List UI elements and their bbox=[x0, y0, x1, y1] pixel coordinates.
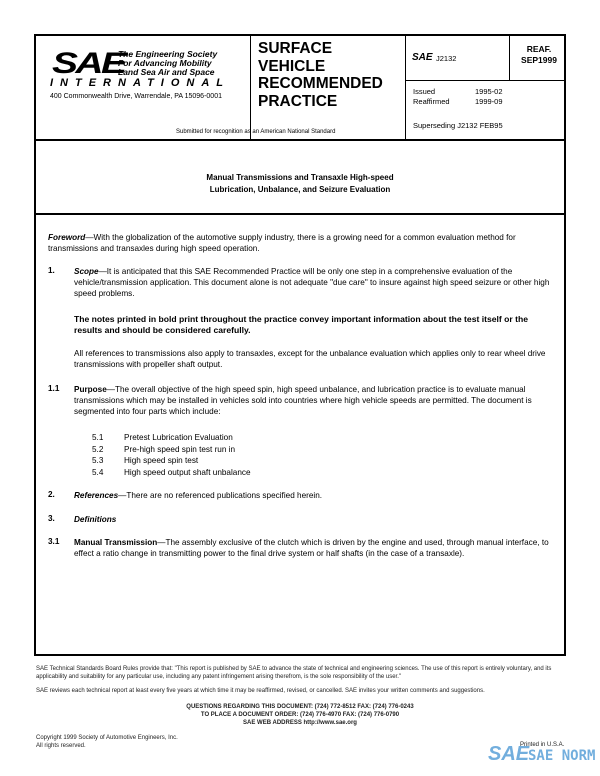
paragraph: All references to transmissions also apply to transaxles, except for the unbalance evaluation which applies only to rear wheel drive transmissions with propeller shaft output. bbox=[74, 349, 546, 369]
item-text: High speed output shaft unbalance bbox=[124, 467, 251, 477]
section-number: 3.1 bbox=[48, 537, 60, 546]
section-text: —The assembly exclusive of the clutch which is driven by the engine and used, through manual interface, to effect a ratio change in transmitting power to the final drive system or half shafts (in the case of a transaxle). bbox=[74, 538, 549, 558]
item-number: 5.4 bbox=[92, 467, 104, 477]
item-text: Pre-high speed spin test run in bbox=[124, 444, 236, 454]
foreword-heading: Foreword bbox=[48, 233, 86, 242]
sae-watermark-logo: SAE bbox=[488, 743, 530, 765]
title-line: PRACTICE bbox=[258, 92, 338, 110]
divider bbox=[34, 213, 566, 215]
item-text: Pretest Lubrication Evaluation bbox=[124, 433, 233, 442]
printed-in: Printed in U.S.A. bbox=[520, 742, 565, 748]
section-text: —There are no referenced publications specified herein. bbox=[118, 491, 323, 500]
section-number: 2. bbox=[48, 490, 55, 499]
reaffirmed-label: Reaffirmed bbox=[413, 97, 450, 106]
definition bbox=[74, 537, 554, 559]
list-item bbox=[92, 467, 597, 479]
item-number: 5.2 bbox=[92, 444, 104, 454]
title-line: Manual Transmissions and Transaxle High-speed bbox=[206, 173, 394, 182]
foreword-text: —With the globalization of the automotive supply industry, there is a growing need for a common evaluation method for transmissions and transaxles during high speed operation. bbox=[48, 233, 516, 253]
document-title bbox=[34, 172, 566, 196]
reaf-line: REAF. bbox=[526, 44, 552, 54]
item-number: 5.3 bbox=[92, 456, 104, 465]
title-line: SURFACE bbox=[258, 40, 333, 57]
watermark: SAE NORM bbox=[528, 748, 596, 764]
item-number: 5.1 bbox=[92, 433, 104, 442]
section-heading: Scope bbox=[74, 267, 99, 276]
parts-list bbox=[92, 432, 597, 478]
item-text: High speed spin test bbox=[124, 456, 199, 465]
tagline-line: Land Sea Air and Space bbox=[118, 67, 215, 77]
doc-number: J2132 bbox=[436, 54, 457, 63]
society-tagline bbox=[118, 50, 217, 77]
ansi-note: Submitted for recognition as an American National Standard bbox=[176, 129, 336, 135]
issued-label: Issued bbox=[413, 87, 436, 96]
section-number: 1. bbox=[48, 266, 55, 275]
web-address: SAE WEB ADDRESS http://www.sae.org bbox=[243, 720, 357, 726]
section-heading: References bbox=[74, 491, 119, 500]
list-item bbox=[92, 455, 597, 467]
copyright: Copyright 1999 Society of Automotive Engineers, Inc. bbox=[36, 735, 178, 741]
rights: All rights reserved. bbox=[36, 743, 86, 749]
reaffirmed-badge bbox=[512, 44, 566, 66]
contact-order: TO PLACE A DOCUMENT ORDER: (724) 776-4970 FAX: (724) 776-0790 bbox=[200, 712, 400, 718]
policy-note: SAE Technical Standards Board Rules provide that: "This report is published by SAE to advance the state of technical and engineering sciences. The use of this report is entirely voluntary, and its applicability and suitability for any particular use, including any patent infringement arising therefrom, is the sole responsibility of the user." bbox=[36, 666, 552, 680]
title-line: RECOMMENDED bbox=[258, 75, 383, 92]
bold-note: The notes printed in bold print throughout the practice convey important information about the test itself or the results and should be considered carefully. bbox=[74, 314, 529, 335]
section-heading: Definitions bbox=[74, 515, 117, 524]
section-number: 1.1 bbox=[48, 384, 60, 393]
foreword bbox=[48, 232, 553, 254]
purpose bbox=[74, 384, 554, 417]
section-heading: Purpose bbox=[74, 385, 107, 394]
section-heading: Manual Transmission bbox=[74, 538, 158, 547]
reaf-line: SEP1999 bbox=[521, 55, 557, 65]
references bbox=[74, 490, 554, 501]
title-line: VEHICLE bbox=[258, 57, 326, 75]
standard-type bbox=[258, 40, 383, 110]
issued-date: 1995-02 bbox=[475, 87, 503, 96]
doc-logo: SAE bbox=[412, 52, 433, 63]
reaffirmed-date: 1999-09 bbox=[475, 97, 503, 106]
tagline-line: For Advancing Mobility bbox=[118, 58, 212, 68]
section-text: —It is anticipated that this SAE Recommended Practice will be only one step in a comprehensive evaluation of the vehicle/transmission application. This document alone is not adequate "due care" to insure against high speed seizure or other high speed problems. bbox=[74, 267, 550, 298]
section-text: —The overall objective of the high speed spin, high speed unbalance, and lubrication practice is to evaluate manual transmissions which may be installed in vehicles sold into countries where high vehicle speeds are permitted. The document is segmented into four parts which include: bbox=[74, 385, 532, 416]
address: 400 Commonwealth Drive, Warrendale, PA 15096-0001 bbox=[50, 93, 222, 100]
section-number: 3. bbox=[48, 514, 55, 523]
title-line: Lubrication, Unbalance, and Seizure Evaluation bbox=[209, 185, 391, 194]
international-label: INTERNATIONAL bbox=[50, 77, 231, 89]
scope bbox=[74, 266, 554, 299]
superseding: Superseding J2132 FEB95 bbox=[413, 121, 503, 130]
contact-questions: QUESTIONS REGARDING THIS DOCUMENT: (724) 772-8512 FAX: (724) 776-0243 bbox=[186, 704, 414, 710]
list-item bbox=[92, 432, 597, 444]
list-item bbox=[92, 444, 597, 456]
tagline-line: The Engineering Society bbox=[118, 49, 218, 59]
review-note: SAE reviews each technical report at least every five years at which time it may be reaffirmed, revised, or cancelled. SAE invites your written comments and suggestions. bbox=[36, 688, 485, 694]
sae-logo: SAE bbox=[52, 47, 125, 80]
